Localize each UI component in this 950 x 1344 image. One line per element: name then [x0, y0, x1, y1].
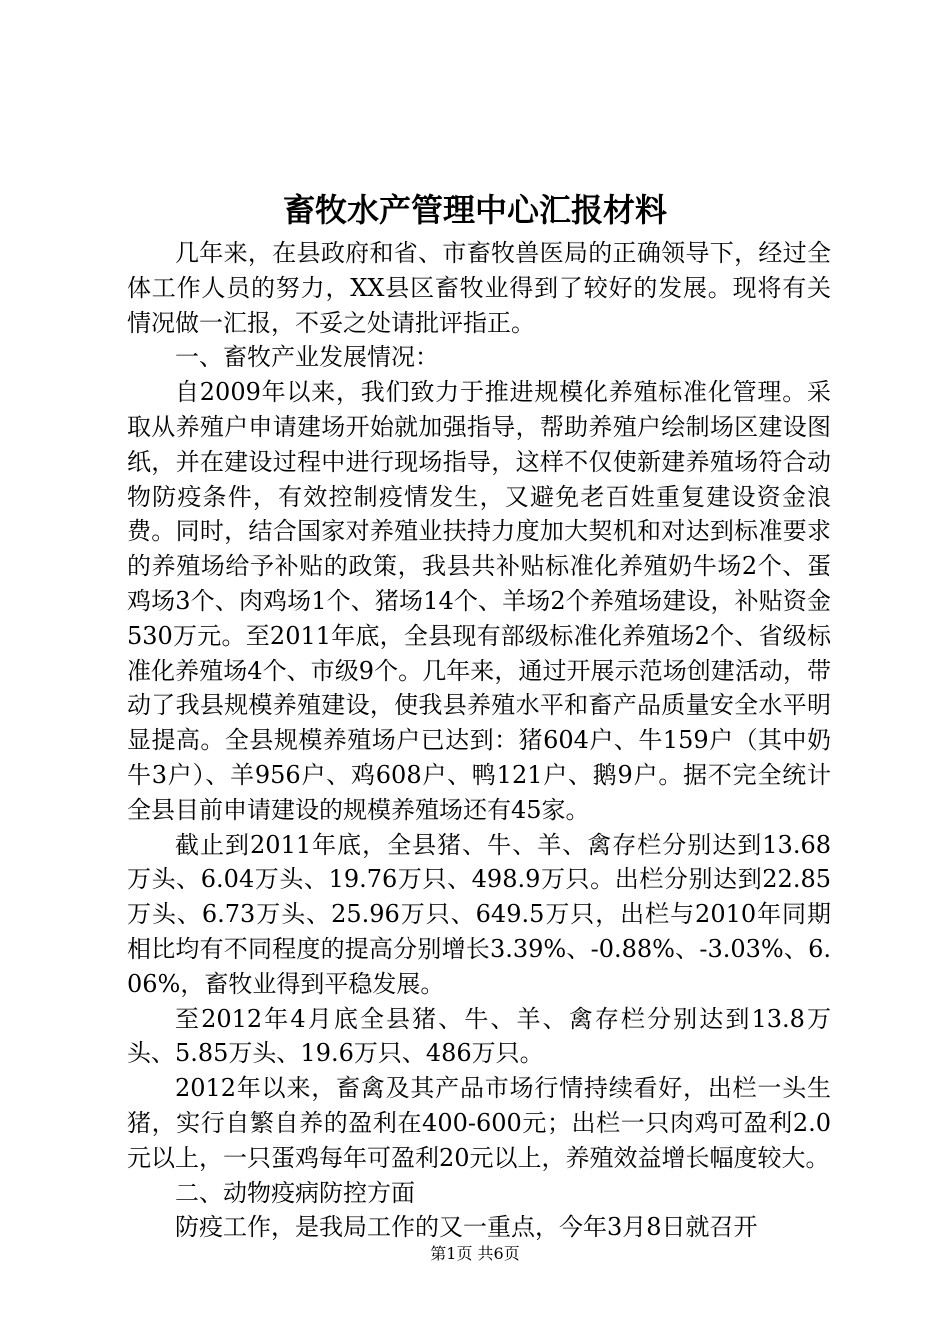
section-heading-1: 一、畜牧产业发展情况： [175, 343, 439, 372]
section-heading-2: 二、动物疫病防控方面 [175, 1178, 415, 1207]
paragraph-standardization: 自2009年以来，我们致力于推进规模化养殖标准化管理。采取从养殖户申请建场开始就加强指导，帮助养殖户绘制场区建设图纸，并在建设过程中进行现场指导，这样不仅使新建养殖场符合动物防疫条件，有效控制疫情发生，又避免老百姓重复建设资金浪费。同时，结合国家对养殖业扶持力度加大契机和对达到标准要求的养殖场给予补贴的政策，我县共补贴标准化养殖奶牛场2个、蛋鸡场3个、肉鸡场1个、猪场14个、羊场2个养殖场建设，补贴资金530万元。至2011年底，全县现有部级标准化养殖场2个、省级标准化养殖场4个、市级9个。几年来，通过开展示范场创建活动，带动了我县规模养殖建设，使我县养殖水平和畜产品质量安全水平明显提高。全县规模养殖场户已达到：猪604户、牛159户（其中奶牛3户）、羊956户、鸡608户、鸭121户、鹅9户。据不完全统计全县目前申请建设的规模养殖场还有45家。 [127, 378, 831, 824]
paragraph-market: 2012年以来，畜禽及其产品市场行情持续看好，出栏一头生猪，实行自繁自养的盈利在400-600元；出栏一只肉鸡可盈利2.0元以上，一只蛋鸡每年可盈利20元以上，养殖效益增长幅度较大。 [127, 1074, 831, 1172]
document-body [127, 236, 831, 1245]
paragraph-2012-stock: 至2012年4月底全县猪、牛、羊、禽存栏分别达到13.8万头、5.85万头、19.6万只、486万只。 [127, 1004, 831, 1068]
paragraph-2011-stock: 截止到2011年底，全县猪、牛、羊、禽存栏分别达到13.68万头、6.04万头、19.76万只、498.9万只。出栏分别达到22.85万头、6.73万头、25.96万只、649.5万只，出栏与2010年同期相比均有不同程度的提高分别增长3.39%、-0.88%、-3.03%、6.06%，畜牧业得到平稳发展。 [127, 830, 831, 998]
page-footer: 第1页 共6页 [430, 1244, 520, 1263]
paragraph-epidemic: 防疫工作，是我局工作的又一重点，今年3月8日就召开 [175, 1213, 758, 1242]
paragraph-intro: 几年来，在县政府和省、市畜牧兽医局的正确领导下，经过全体工作人员的努力，XX县区畜牧业得到了较好的发展。现将有关情况做一汇报，不妥之处请批评指正。 [127, 239, 831, 337]
document-title: 畜牧水产管理中心汇报材料 [282, 191, 667, 229]
